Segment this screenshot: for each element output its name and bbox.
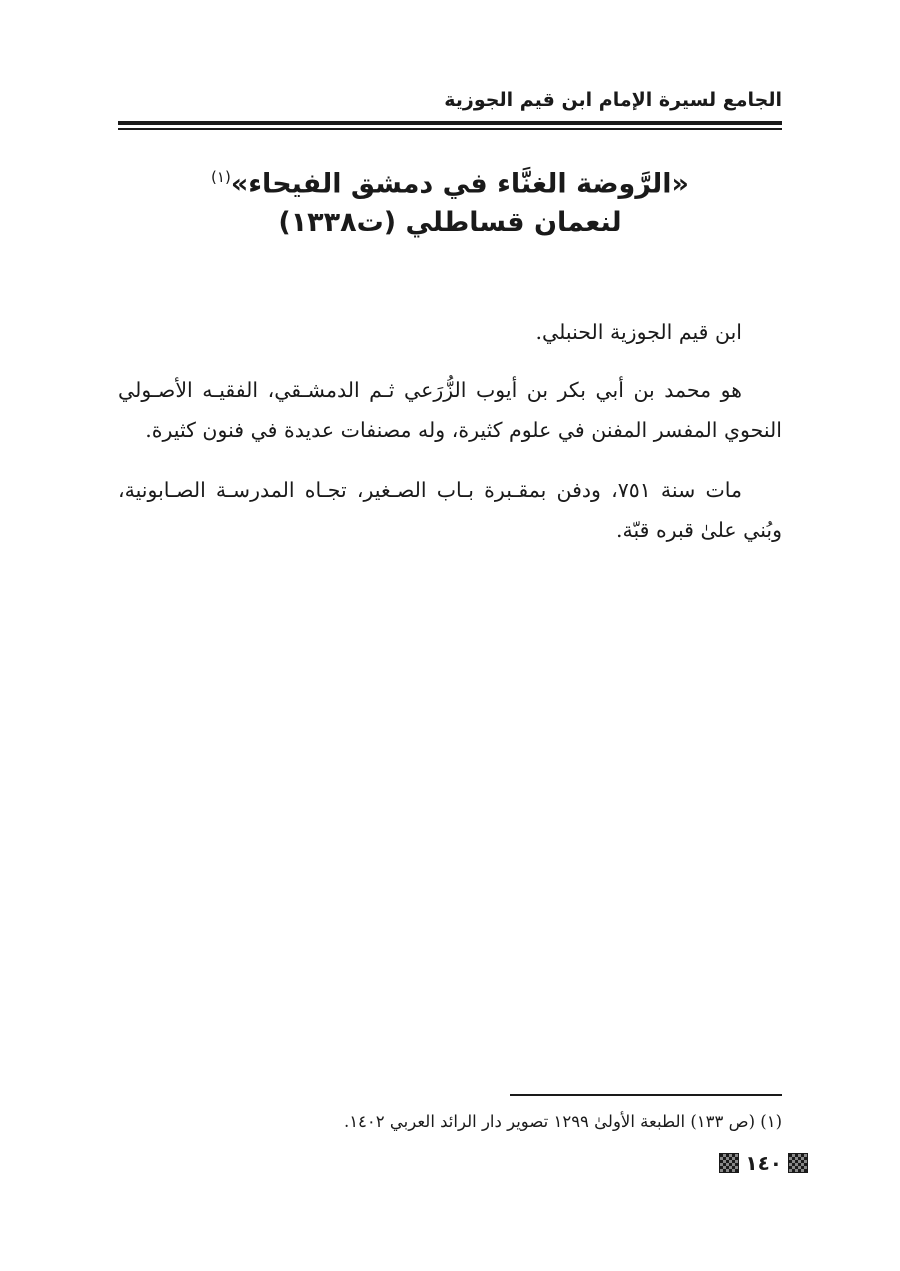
title-line-1-text: «الرَّوضة الغنَّاء في دمشق الفيحاء» [230,168,689,200]
footnote-separator [510,1094,782,1096]
checkered-square-ornament-icon [719,1153,739,1173]
page-number-block [719,1148,808,1178]
title-line-2: لنعمان قساطلي (ت١٣٣٨) [278,207,622,238]
body-paragraph-2: هو محمد بن أبي بكر بن أيوب الزُّرَعي ثـم الدمشـقي، الفقيـه الأصـولي النحوي المفسر المفنن في علوم كثيرة، وله مصنفات عديدة في فنون كثيرة. [118,377,782,442]
body-paragraph-1: ابن قيم الجوزية الحنبلي. [535,319,742,344]
body-paragraph-3: مات سنة ٧٥١، ودفن بمقـبرة بـاب الصـغير، تجـاه المدرسـة الصـابونية، وبُني علىٰ قبره قبّة. [118,477,782,542]
page-number: ١٤٠ [745,1151,782,1175]
running-header: الجامع لسيرة الإمام ابن قيم الجوزية [444,89,782,111]
title-line-1 [118,157,782,205]
header-rule-thin [118,128,782,130]
checkered-square-ornament-icon [788,1153,808,1173]
footnote-1: (١) (ص ١٣٣) الطبعة الأولىٰ ١٢٩٩ تصوير دار الرائد العربي ١٤٠٢. [343,1112,782,1131]
header-rule-thick [118,121,782,125]
title-footnote-marker[interactable]: (١) [211,168,231,186]
